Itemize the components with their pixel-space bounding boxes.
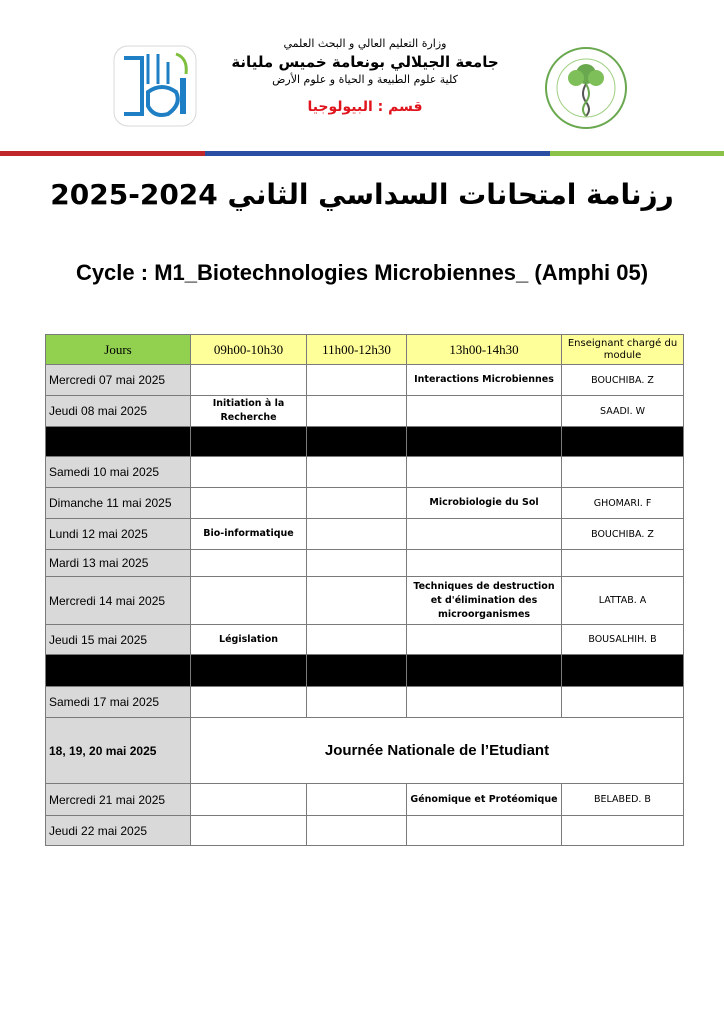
- header-slot-2: 11h00-12h30: [307, 335, 407, 365]
- header-stripe-blue: [205, 151, 550, 156]
- slot2-cell: [307, 488, 407, 519]
- cycle-subtitle: Cycle : M1_Biotechnologies Microbiennes_ (Amphi 05): [75, 260, 649, 285]
- header-stripe-red: [0, 151, 205, 156]
- slot3-cell: Techniques de destruction et d'élimination des microorganismes: [407, 577, 562, 625]
- day-cell: Mardi 13 mai 2025: [46, 550, 191, 577]
- teacher-cell: LATTAB. A: [562, 577, 684, 625]
- day-cell: Jeudi 08 mai 2025: [46, 396, 191, 427]
- university-name: جامعة الجيلالي بونعامة خميس مليانة: [231, 53, 499, 71]
- slot2-cell: [307, 550, 407, 577]
- slot1-cell: [191, 365, 307, 396]
- table-row: [46, 550, 684, 577]
- slot2-cell: [307, 396, 407, 427]
- slot2-cell: [307, 816, 407, 846]
- university-logo-icon: [112, 44, 198, 128]
- teacher-cell: [562, 457, 684, 488]
- day-cell: 18, 19, 20 mai 2025: [46, 718, 191, 784]
- header-slot-1: 09h00-10h30: [191, 335, 307, 365]
- slot2-cell: [307, 457, 407, 488]
- slot2-cell: [307, 519, 407, 550]
- day-cell: Samedi 17 mai 2025: [46, 687, 191, 718]
- slot3-cell: [407, 816, 562, 846]
- teacher-cell: GHOMARI. F: [562, 488, 684, 519]
- teacher-cell: BOUCHIBA. Z: [562, 365, 684, 396]
- table-row: [46, 784, 684, 816]
- national-student-day-cell: Journée Nationale de l’Etudiant: [191, 718, 684, 784]
- table-row: [46, 687, 684, 718]
- day-cell: Dimanche 11 mai 2025: [46, 488, 191, 519]
- teacher-cell: [562, 550, 684, 577]
- slot1-cell: [191, 488, 307, 519]
- slot2-cell: [307, 687, 407, 718]
- slot3-cell: [407, 519, 562, 550]
- header-slot-3: 13h00-14h30: [407, 335, 562, 365]
- header-text-block: [200, 36, 530, 119]
- slot1-cell: [191, 550, 307, 577]
- slot3-cell: [407, 550, 562, 577]
- teacher-cell: [562, 816, 684, 846]
- table-row: [46, 577, 684, 625]
- blackout-row: [46, 655, 684, 687]
- slot1-cell: Initiation à la Recherche: [191, 396, 307, 427]
- day-cell: Mercredi 21 mai 2025: [46, 784, 191, 816]
- table-row: [46, 519, 684, 550]
- slot2-cell: [307, 625, 407, 655]
- slot3-cell: Microbiologie du Sol: [407, 488, 562, 519]
- slot3-cell: [407, 625, 562, 655]
- day-cell: Samedi 10 mai 2025: [46, 457, 191, 488]
- page-header: [0, 0, 724, 160]
- teacher-cell: [562, 687, 684, 718]
- slot2-cell: [307, 577, 407, 625]
- header-stripe-green: [550, 151, 724, 156]
- table-row: [46, 625, 684, 655]
- teacher-cell: SAADI. W: [562, 396, 684, 427]
- header-enseignant: Enseignant chargé du module: [562, 335, 684, 365]
- faculty-logo-icon: [544, 46, 628, 130]
- slot1-cell: [191, 687, 307, 718]
- table-header-row: [46, 335, 684, 365]
- teacher-cell: BOUCHIBA. Z: [562, 519, 684, 550]
- slot3-cell: [407, 687, 562, 718]
- slot3-cell: [407, 457, 562, 488]
- table-row: [46, 718, 684, 784]
- slot1-cell: [191, 816, 307, 846]
- slot3-cell: [407, 396, 562, 427]
- teacher-cell: BELABED. B: [562, 784, 684, 816]
- day-cell: Mercredi 14 mai 2025: [46, 577, 191, 625]
- blackout-row: [46, 427, 684, 457]
- table-row: [46, 396, 684, 427]
- day-cell: Mercredi 07 mai 2025: [46, 365, 191, 396]
- day-cell: Jeudi 22 mai 2025: [46, 816, 191, 846]
- table-row: [46, 488, 684, 519]
- teacher-cell: BOUSALHIH. B: [562, 625, 684, 655]
- department-line: قسم : البيولوجيا: [307, 99, 423, 115]
- table-row: [46, 365, 684, 396]
- slot1-cell: [191, 784, 307, 816]
- header-jours: Jours: [46, 335, 191, 365]
- table-row: [46, 816, 684, 846]
- table-row: [46, 457, 684, 488]
- day-cell: Lundi 12 mai 2025: [46, 519, 191, 550]
- faculty-line: كلية علوم الطبيعة و الحياة و علوم الأرض: [272, 73, 458, 86]
- slot3-cell: Interactions Microbiennes: [407, 365, 562, 396]
- exam-schedule-table: [45, 334, 684, 846]
- slot1-cell: [191, 577, 307, 625]
- day-cell: Jeudi 15 mai 2025: [46, 625, 191, 655]
- slot2-cell: [307, 784, 407, 816]
- ministry-line: وزارة التعليم العالي و البحث العلمي: [283, 37, 447, 50]
- slot3-cell: Génomique et Protéomique: [407, 784, 562, 816]
- slot1-cell: [191, 457, 307, 488]
- slot1-cell: Législation: [191, 625, 307, 655]
- slot2-cell: [307, 365, 407, 396]
- page-title: رزنامة امتحانات السداسي الثاني 2024-2025: [50, 178, 674, 211]
- slot1-cell: Bio-informatique: [191, 519, 307, 550]
